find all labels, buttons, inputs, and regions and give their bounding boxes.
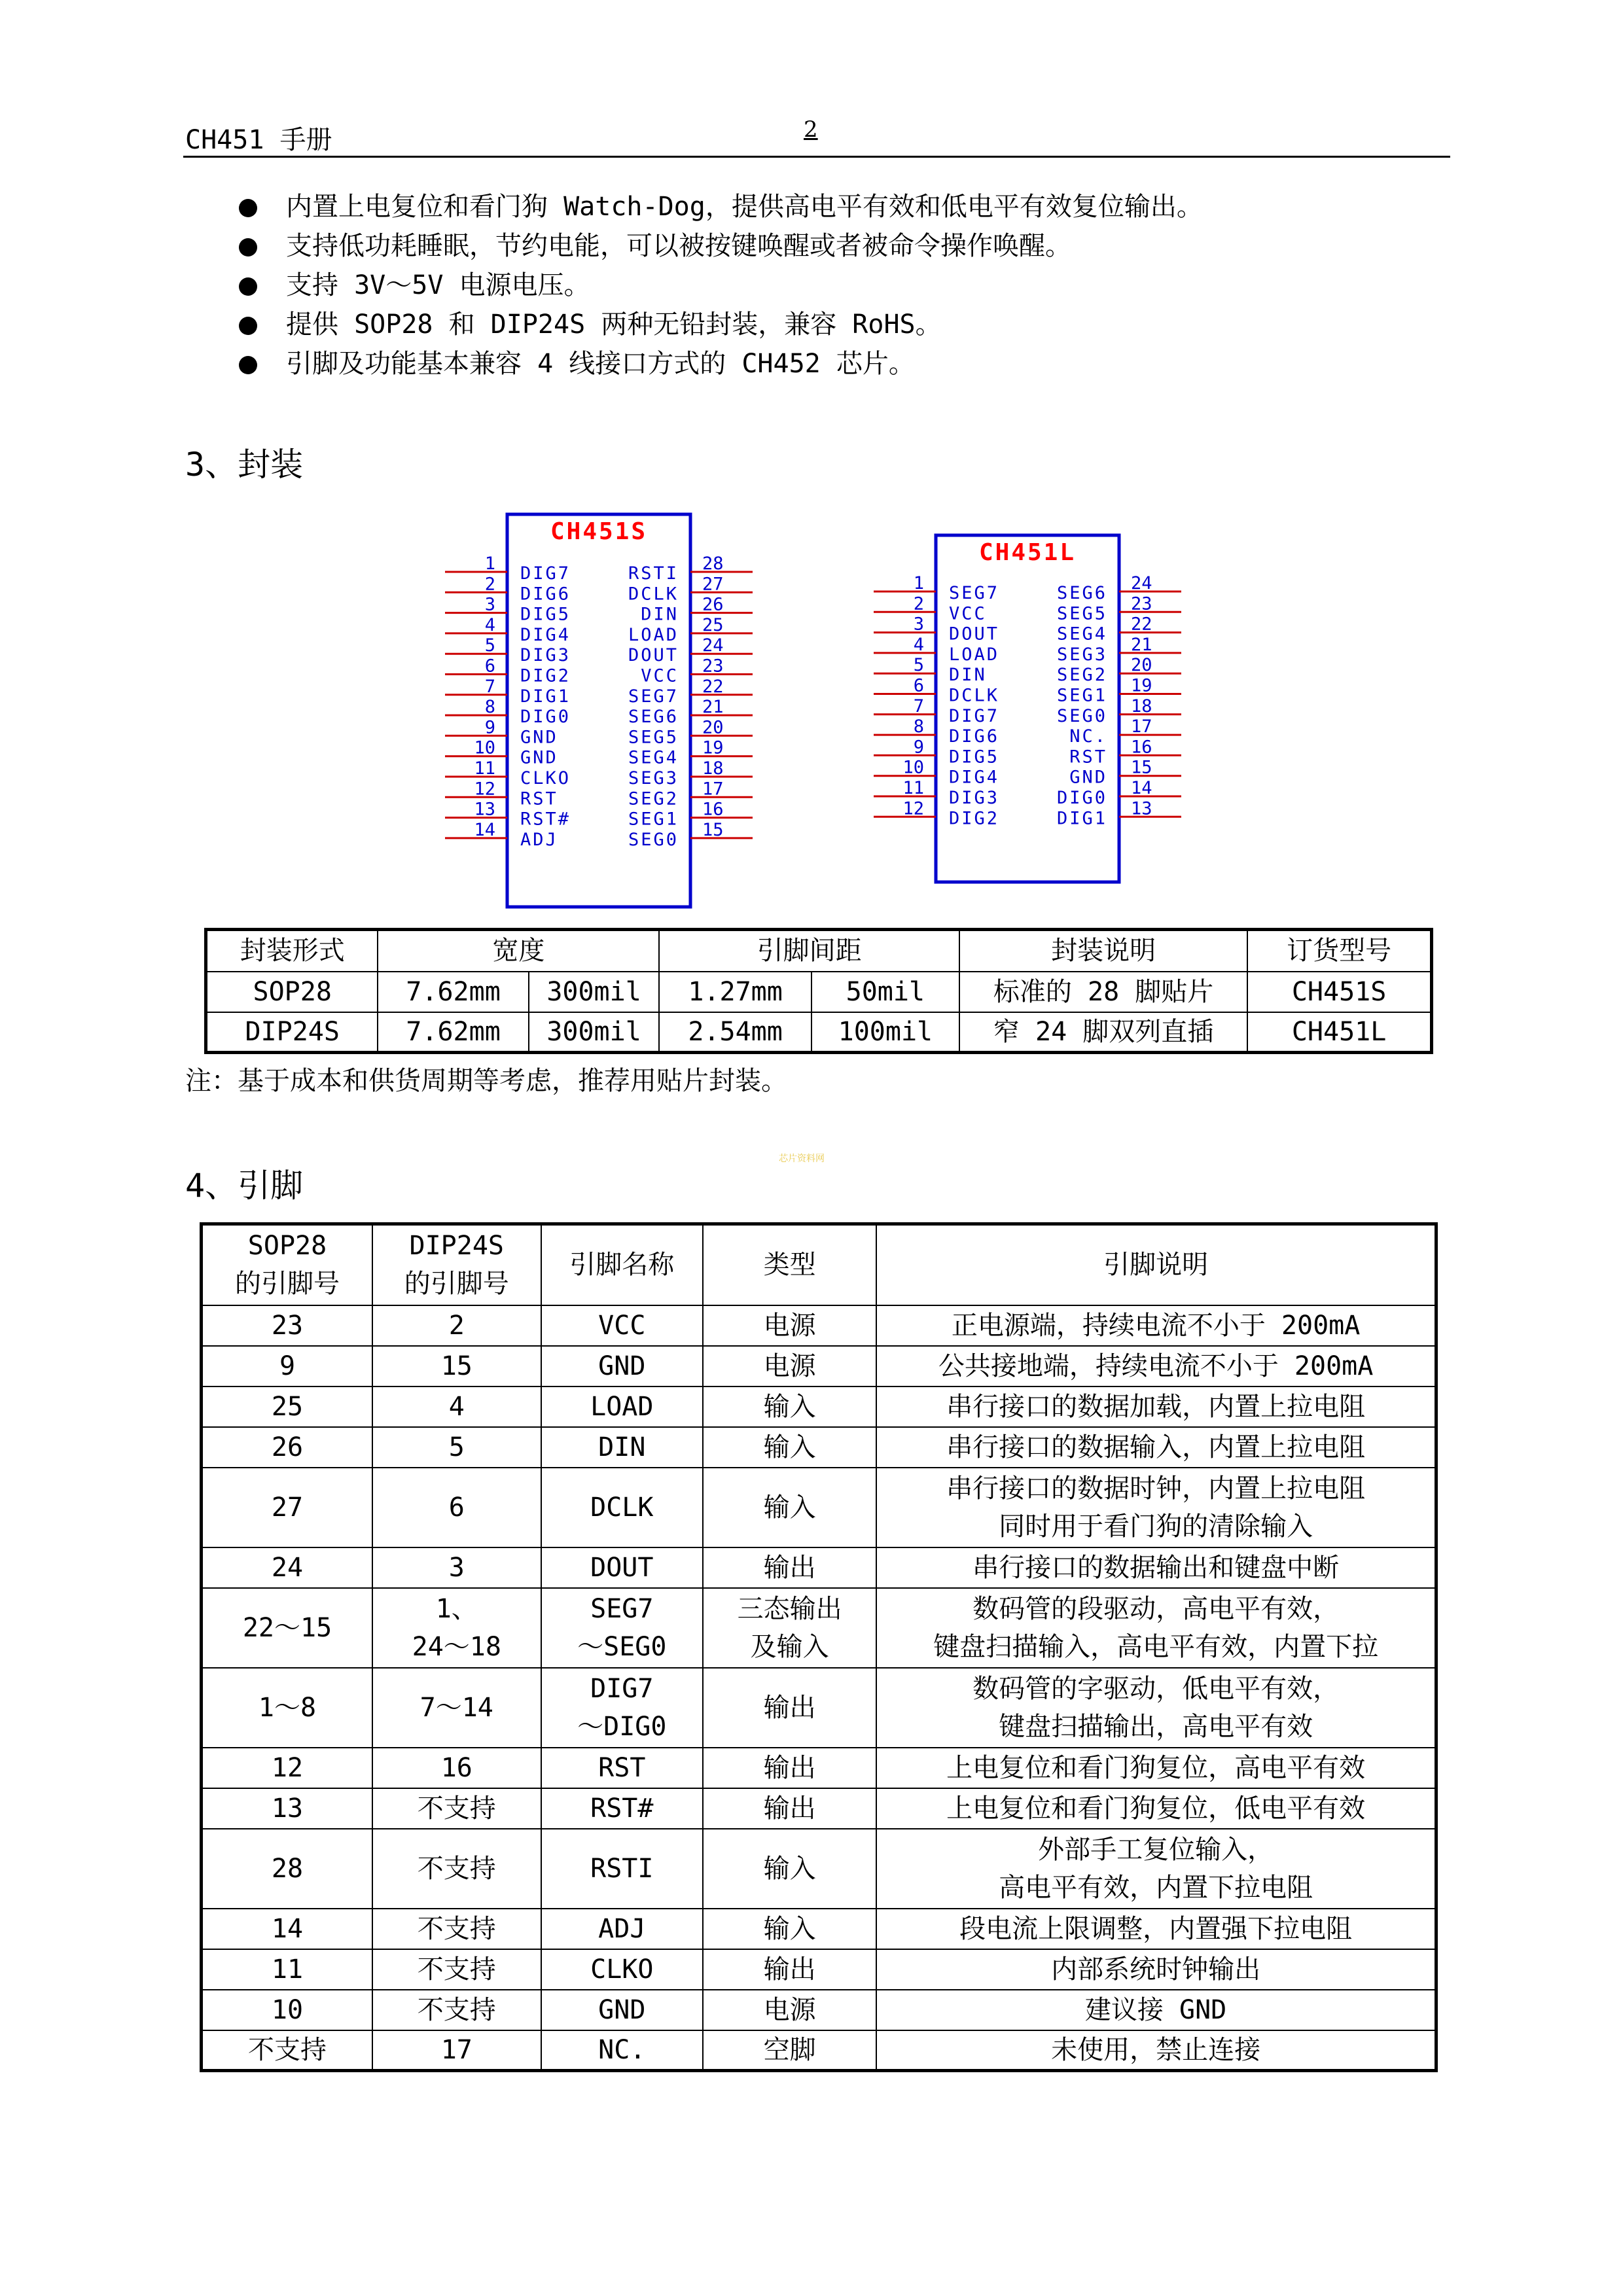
chip-chip_l [874,535,1181,882]
table-cell-sop: 13 [202,1788,372,1829]
table-cell-dip: 6 [372,1468,541,1547]
pin-name: DIG3 [949,788,1000,808]
table-cell: CH451L [1247,1012,1431,1053]
table-row [202,1547,1436,1588]
pin-name: DIG0 [1056,788,1107,808]
section-title-pins: 4、引脚 [185,1167,304,1205]
table-header: 引脚名称 [541,1224,703,1305]
package-note: 注：基于成本和供货周期等考虑，推荐用贴片封装。 [185,1066,787,1096]
table-cell-type: 三态输出 及输入 [703,1588,876,1668]
pin-name: DIG4 [520,624,571,645]
header-rule [183,156,1450,158]
table-header-row [202,1224,1436,1305]
pin-name: SEG7 [628,686,679,707]
pin-number: 1 [484,554,495,574]
table-cell: 7.62mm [378,972,528,1012]
pin-name: RSTI [628,563,679,584]
table-cell-type: 电源 [703,1346,876,1386]
table-cell-desc: 上电复位和看门狗复位，高电平有效 [876,1748,1436,1788]
pin-name: SEG1 [1056,685,1107,706]
table-row [202,1346,1436,1386]
table-cell: 标准的 28 脚贴片 [959,972,1247,1012]
table-row [202,1588,1436,1668]
table-cell-type: 输入 [703,1427,876,1468]
pin-number: 11 [474,758,495,779]
bullet-icon [239,277,257,296]
pin-name: CLKO [520,768,571,788]
pin-number: 23 [702,656,724,677]
pin-number: 17 [702,779,724,800]
pin-number: 14 [474,819,495,840]
pin-name: SEG7 [949,583,1000,603]
pin-number: 19 [1131,675,1152,696]
pin-table-body [202,1305,1436,2071]
pin-name: DIG7 [520,563,571,584]
pin-name: SEG0 [628,829,679,850]
table-cell-sop: 12 [202,1748,372,1788]
table-cell: SOP28 [206,972,378,1012]
table-cell-name: SEG7 ～SEG0 [541,1588,703,1668]
table-row [202,1427,1436,1468]
feature-item: 内置上电复位和看门狗 Watch-Dog，提供高电平有效和低电平有效复位输出。 [239,187,1456,226]
table-cell: 2.54mm [659,1012,811,1053]
pin-name: DIG2 [520,665,571,686]
pin-name: LOAD [949,644,1000,665]
table-cell-name: CLKO [541,1949,703,1990]
table-cell-desc: 串行接口的数据输出和键盘中断 [876,1547,1436,1588]
table-cell-dip: 4 [372,1386,541,1427]
table-cell-dip: 5 [372,1427,541,1468]
table-cell-sop: 22～15 [202,1588,372,1668]
pin-name: GND [520,727,558,748]
table-cell-dip: 不支持 [372,1788,541,1829]
package-diagram [0,497,1623,929]
table-row [202,1788,1436,1829]
feature-item: 支持 3V～5V 电源电压。 [239,266,1456,305]
table-cell-desc: 建议接 GND [876,1990,1436,2030]
table-cell-name: NC. [541,2030,703,2071]
pin-name: DIG1 [520,686,571,707]
table-cell-type: 输入 [703,1468,876,1547]
table-cell: 300mil [529,1012,660,1053]
table-cell-dip: 7～14 [372,1668,541,1748]
pin-number: 7 [913,696,924,716]
pin-number: 19 [702,737,724,758]
table-cell-desc: 上电复位和看门狗复位，低电平有效 [876,1788,1436,1829]
pin-name: RST# [520,809,571,830]
table-cell-desc: 串行接口的数据加载，内置上拉电阻 [876,1386,1436,1427]
table-row [202,1829,1436,1909]
pin-name: DIG4 [949,767,1000,788]
pin-number: 1 [913,573,924,593]
page-number: 2 [804,116,818,143]
table-cell-sop: 9 [202,1346,372,1386]
section-title-package: 3、封装 [185,446,304,484]
table-cell: DIP24S [206,1012,378,1053]
table-cell-name: DCLK [541,1468,703,1547]
pin-name: SEG4 [628,747,679,768]
table-cell-desc: 数码管的字驱动，低电平有效， 键盘扫描输出，高电平有效 [876,1668,1436,1748]
table-cell-sop: 24 [202,1547,372,1588]
pin-number: 10 [902,757,924,778]
pin-number: 13 [474,799,495,820]
pin-name: RST [1069,747,1107,768]
table-cell: 50mil [812,972,959,1012]
table-cell-dip: 17 [372,2030,541,2071]
pin-number: 12 [474,779,495,800]
table-cell: 300mil [529,972,660,1012]
pin-name: SEG1 [628,809,679,830]
bullet-icon [239,356,257,374]
table-cell-dip: 2 [372,1305,541,1346]
pin-number: 2 [484,574,495,595]
table-cell-desc: 未使用，禁止连接 [876,2030,1436,2071]
pin-name: SEG2 [628,788,679,809]
table-cell-sop: 11 [202,1949,372,1990]
table-cell-sop: 28 [202,1829,372,1909]
table-cell-name: DIN [541,1427,703,1468]
table-cell-desc: 数码管的段驱动，高电平有效， 键盘扫描输入，高电平有效，内置下拉 [876,1588,1436,1668]
table-cell-dip: 15 [372,1346,541,1386]
table-cell-dip: 不支持 [372,1909,541,1949]
pin-number: 4 [913,634,924,655]
pin-number: 16 [1131,737,1152,758]
table-cell: 1.27mm [659,972,811,1012]
pin-name: SEG6 [628,707,679,728]
feature-item: 支持低功耗睡眠，节约电能，可以被按键唤醒或者被命令操作唤醒。 [239,226,1456,266]
table-cell-sop: 26 [202,1427,372,1468]
table-cell-name: DOUT [541,1547,703,1588]
pin-number: 9 [484,717,495,738]
chip-chip_s [445,514,753,907]
table-cell-desc: 公共接地端，持续电流不小于 200mA [876,1346,1436,1386]
bullet-icon [239,317,257,335]
pin-number: 23 [1131,593,1152,614]
pin-number: 15 [702,819,724,840]
pin-number: 21 [702,697,724,718]
table-cell: 7.62mm [378,1012,528,1053]
table-cell-type: 输出 [703,1748,876,1788]
header-title: CH451 手册 [185,125,332,155]
table-cell-type: 空脚 [703,2030,876,2071]
pin-number: 11 [902,778,924,798]
table-cell-dip: 1、 24～18 [372,1588,541,1668]
pin-number: 2 [913,593,924,614]
pin-number: 5 [913,655,924,676]
pin-name: GND [1069,767,1107,788]
pin-number: 17 [1131,716,1152,737]
table-cell-type: 电源 [703,1305,876,1346]
table-cell-type: 输入 [703,1386,876,1427]
table-cell-dip: 16 [372,1748,541,1788]
pin-name: DIG3 [520,645,571,666]
table-cell-name: RST# [541,1788,703,1829]
table-cell-dip: 3 [372,1547,541,1588]
table-row [202,1748,1436,1788]
table-cell: 窄 24 脚双列直插 [959,1012,1247,1053]
pin-number: 8 [484,697,495,718]
pin-name: SEG2 [1056,665,1107,686]
pin-number: 14 [1131,778,1152,798]
chip-title: CH451S [550,518,648,545]
table-header: 类型 [703,1224,876,1305]
pin-name: SEG5 [1056,603,1107,624]
pin-table [200,1222,1438,2072]
pin-name: DIG0 [520,707,571,728]
package-table [204,928,1433,1054]
pin-name: LOAD [628,624,679,645]
table-cell-type: 输出 [703,1668,876,1748]
pin-name: DIG1 [1056,808,1107,829]
pin-number: 15 [1131,757,1152,778]
table-cell-dip: 不支持 [372,1829,541,1909]
pin-number: 21 [1131,634,1152,655]
table-cell-desc: 串行接口的数据时钟，内置上拉电阻 同时用于看门狗的清除输入 [876,1468,1436,1547]
pin-name: DCLK [628,584,679,605]
feature-list [239,187,1456,383]
pin-name: SEG0 [1056,705,1107,726]
table-header: 订货型号 [1247,930,1431,972]
table-header: 引脚间距 [659,930,959,972]
table-cell-sop: 27 [202,1468,372,1547]
pin-name: RST [520,788,558,809]
pin-name: DCLK [949,685,1000,706]
table-cell-name: VCC [541,1305,703,1346]
table-row [206,972,1432,1012]
table-row [206,1012,1432,1053]
pin-name: SEG5 [628,727,679,748]
pin-number: 22 [702,676,724,697]
table-cell-desc: 内部系统时钟输出 [876,1949,1436,1990]
table-row [202,1990,1436,2030]
pin-number: 20 [702,717,724,738]
table-cell: 100mil [812,1012,959,1053]
table-cell-name: GND [541,1346,703,1386]
pin-name: DIN [949,665,987,686]
pin-name: VCC [641,665,679,686]
pin-name: DIG7 [949,705,1000,726]
table-cell-type: 输入 [703,1829,876,1909]
table-cell-desc: 外部手工复位输入， 高电平有效，内置下拉电阻 [876,1829,1436,1909]
pin-number: 3 [484,594,495,615]
table-cell: CH451S [1247,972,1431,1012]
pin-name: GND [520,747,558,768]
pin-name: DIN [641,604,679,625]
pin-number: 16 [702,799,724,820]
pin-number: 27 [702,574,724,595]
pin-name: SEG4 [1056,624,1107,645]
pin-number: 13 [1131,798,1152,819]
table-row [202,1668,1436,1748]
pin-number: 3 [913,614,924,635]
pin-name: SEG3 [628,768,679,788]
pin-number: 6 [913,675,924,696]
pin-name: SEG3 [1056,644,1107,665]
pin-number: 24 [1131,573,1152,593]
table-cell-sop: 不支持 [202,2030,372,2071]
table-cell-desc: 正电源端，持续电流不小于 200mA [876,1305,1436,1346]
table-cell-sop: 14 [202,1909,372,1949]
pin-name: VCC [949,603,987,624]
pin-number: 22 [1131,614,1152,635]
table-cell-dip: 不支持 [372,1990,541,2030]
pin-number: 26 [702,594,724,615]
pin-number: 25 [702,614,724,635]
table-cell-desc: 段电流上限调整，内置强下拉电阻 [876,1909,1436,1949]
table-cell-desc: 串行接口的数据输入，内置上拉电阻 [876,1427,1436,1468]
pin-name: DIG6 [949,726,1000,747]
chip-title: CH451L [978,539,1077,566]
table-header: DIP24S 的引脚号 [372,1224,541,1305]
pin-name: DOUT [949,624,1000,645]
table-cell-sop: 25 [202,1386,372,1427]
table-cell-type: 输出 [703,1547,876,1588]
pin-number: 4 [484,614,495,635]
pin-number: 20 [1131,655,1152,676]
pin-name: DIG5 [520,604,571,625]
bullet-icon [239,238,257,256]
table-header: 宽度 [378,930,659,972]
pin-number: 18 [1131,696,1152,716]
table-header: 引脚说明 [876,1224,1436,1305]
pin-name: SEG6 [1056,583,1107,603]
pin-name: DIG6 [520,584,571,605]
pin-name: DIG5 [949,747,1000,768]
pin-name: ADJ [520,829,558,850]
bullet-icon [239,199,257,217]
pin-name: DIG2 [949,808,1000,829]
table-cell-name: ADJ [541,1909,703,1949]
pin-number: 12 [902,798,924,819]
table-row [202,1949,1436,1990]
table-cell-type: 输出 [703,1788,876,1829]
table-cell-type: 输出 [703,1949,876,1990]
pin-number: 18 [702,758,724,779]
pin-name: NC. [1069,726,1107,747]
pin-number: 7 [484,676,495,697]
table-cell-sop: 10 [202,1990,372,2030]
pin-number: 6 [484,656,495,677]
table-header: 封装说明 [959,930,1247,972]
table-row [202,1909,1436,1949]
table-cell-sop: 23 [202,1305,372,1346]
table-header: 封装形式 [206,930,378,972]
pin-number: 28 [702,554,724,574]
table-cell-dip: 不支持 [372,1949,541,1990]
watermark-text: 芯片资料网 [779,1154,825,1164]
pin-number: 24 [702,635,724,656]
table-row [202,1468,1436,1547]
table-cell-sop: 1～8 [202,1668,372,1748]
feature-item: 引脚及功能基本兼容 4 线接口方式的 CH452 芯片。 [239,344,1456,383]
table-row [202,2030,1436,2071]
pin-name: DOUT [628,645,679,666]
table-cell-name: LOAD [541,1386,703,1427]
pin-number: 8 [913,716,924,737]
feature-item: 提供 SOP28 和 DIP24S 两种无铅封装，兼容 RoHS。 [239,305,1456,344]
table-cell-type: 输入 [703,1909,876,1949]
table-row [202,1305,1436,1346]
table-header-row [206,930,1432,972]
table-cell-name: GND [541,1990,703,2030]
table-cell-name: RST [541,1748,703,1788]
table-cell-name: DIG7 ～DIG0 [541,1668,703,1748]
pin-number: 9 [913,737,924,758]
table-row [202,1386,1436,1427]
pin-number: 10 [474,737,495,758]
table-header: SOP28 的引脚号 [202,1224,372,1305]
table-cell-type: 电源 [703,1990,876,2030]
pin-number: 5 [484,635,495,656]
table-cell-name: RSTI [541,1829,703,1909]
